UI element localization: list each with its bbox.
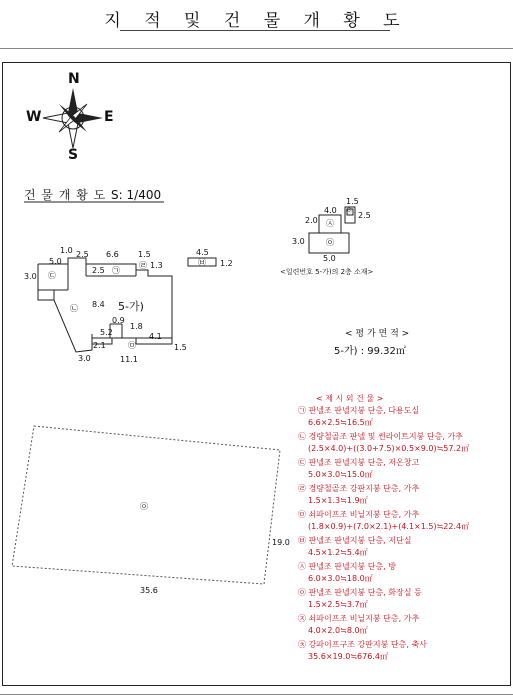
mark-h-small-label: ㉧	[346, 208, 353, 215]
mark-e-label: ㉤	[128, 341, 136, 350]
dim-label: 3.0	[24, 272, 37, 281]
non-listed-item-line1: ㉩ 강파이프구조 강판지붕 단층, 축사	[298, 640, 427, 649]
plan-scale: S: 1/400	[111, 188, 162, 202]
dim-label: 1.5	[138, 250, 151, 259]
plan-title-text: 건 물 개 황 도	[24, 188, 107, 202]
non-listed-item-line2: (2.5×4.0)+((3.0+7.5)×0.5×9.0)≒57.2㎡	[308, 444, 470, 453]
non-listed-item-line2: 6.0×3.0≒18.0㎡	[308, 574, 373, 583]
dim-label: 1.8	[130, 322, 143, 331]
second-floor-caption: <일련번호 5-가)의 2층 소재>	[280, 268, 374, 276]
non-listed-item-line2: 5.0×3.0≒15.0㎡	[308, 470, 373, 479]
compass-rose-icon	[43, 88, 103, 148]
non-listed-item-line1: ㉧ 판넬조 판넬지붕 단층, 화장실 등	[298, 588, 422, 597]
mark-f-label: ㉥	[198, 258, 206, 267]
dim-label: 2.5	[92, 266, 105, 275]
non-listed-item-line2: 6.6×2.5≒16.5㎡	[308, 418, 373, 427]
non-listed-heading: < 제 시 외 건 물 >	[316, 394, 384, 403]
dim-label: 2.0	[305, 216, 318, 225]
mark-d-label: ㉣	[139, 261, 147, 270]
lot-width-label: 35.6	[140, 586, 158, 595]
dim-label: 4.5	[196, 248, 209, 257]
dim-label: 1.2	[220, 259, 233, 268]
non-listed-item-line1: ㉠ 판넬조 판넬지붕 단층, 다용도실	[298, 406, 420, 415]
dim-label: 0.9	[112, 316, 125, 325]
dim-label: 2.1	[93, 341, 106, 350]
non-listed-item-line1: ㉤ 쇠파이프조 비닐지붕 단층, 가추	[298, 510, 420, 519]
dim-label: 1.5	[346, 197, 359, 206]
non-listed-item-line1: ㉣ 경량철골조 강판지붕 단층, 가추	[298, 484, 420, 493]
dim-label: 4.0	[324, 206, 337, 215]
non-listed-item-line2: 4.5×1.2≒5.4㎡	[308, 548, 368, 557]
dim-label: 6.6	[106, 250, 119, 259]
compass-east-label: E	[104, 109, 114, 125]
dim-label: 1.3	[150, 261, 163, 270]
non-listed-item-line1: ㉥ 판넬조 판넬지붕 단층, 저단실	[298, 536, 412, 545]
dim-label: 11.1	[120, 355, 138, 364]
plan-title	[24, 186, 161, 203]
dim-label: 3.0	[292, 237, 305, 246]
non-listed-item-line2: (1.8×0.9)+(7.0×2.1)+(4.1×1.5)≒22.4㎡	[308, 522, 470, 531]
mark-c-label: ㉢	[48, 271, 56, 280]
dim-label: 2.5	[358, 211, 371, 220]
building-id-label: 5-가)	[118, 300, 144, 313]
mark-h-label: ㉧	[326, 238, 334, 247]
mark-a-label: ㉠	[112, 266, 120, 275]
non-listed-item-line1: ㉨ 쇠파이프조 비닐지붕 단층, 가추	[298, 614, 420, 623]
non-listed-item-line1: ㉡ 경량철골조 판넬 및 썬라이트지붕 단층, 가추	[298, 432, 463, 441]
compass-west-label: W	[26, 109, 42, 125]
dim-label: 3.0	[78, 354, 91, 363]
mark-b-label: ㉡	[70, 304, 78, 313]
dim-label: 2.5	[76, 250, 89, 259]
non-listed-item-line2: 1.5×2.5≒3.7㎡	[308, 600, 368, 609]
lot-mark-label: ㉧	[140, 502, 148, 511]
dim-label: 1.0	[60, 246, 73, 255]
document-title: 지 적 및 건 물 개 황 도	[104, 11, 409, 31]
mark-g-label: ㉦	[326, 219, 334, 228]
non-listed-item-line1: ㉢ 판넬조 판넬지붕 단층, 저온창고	[298, 458, 420, 467]
dim-label: 4.1	[149, 332, 162, 341]
dim-label: 8.4	[92, 300, 105, 309]
dim-label: 5.0	[49, 257, 62, 266]
dim-label: 5.0	[323, 254, 336, 263]
non-listed-item-line2: 1.5×1.3≒1.9㎡	[308, 496, 368, 505]
dim-label: 5.2	[100, 328, 113, 337]
dim-label: 1.5	[174, 343, 187, 352]
non-listed-item-line2: 35.6×19.0≒676.4㎡	[308, 652, 388, 661]
lot-height-label: 19.0	[272, 538, 290, 547]
non-listed-item-line1: ㉦ 판넬조 판넬지붕 단층, 방	[298, 562, 396, 571]
area-value: 5-가) : 99.32㎡	[334, 346, 406, 357]
compass-south-label: S	[68, 147, 79, 163]
non-listed-item-line2: 4.0×2.0≒8.0㎡	[308, 626, 368, 635]
compass-north-label: N	[68, 71, 80, 87]
area-heading: < 평 가 면 적 >	[345, 329, 410, 339]
